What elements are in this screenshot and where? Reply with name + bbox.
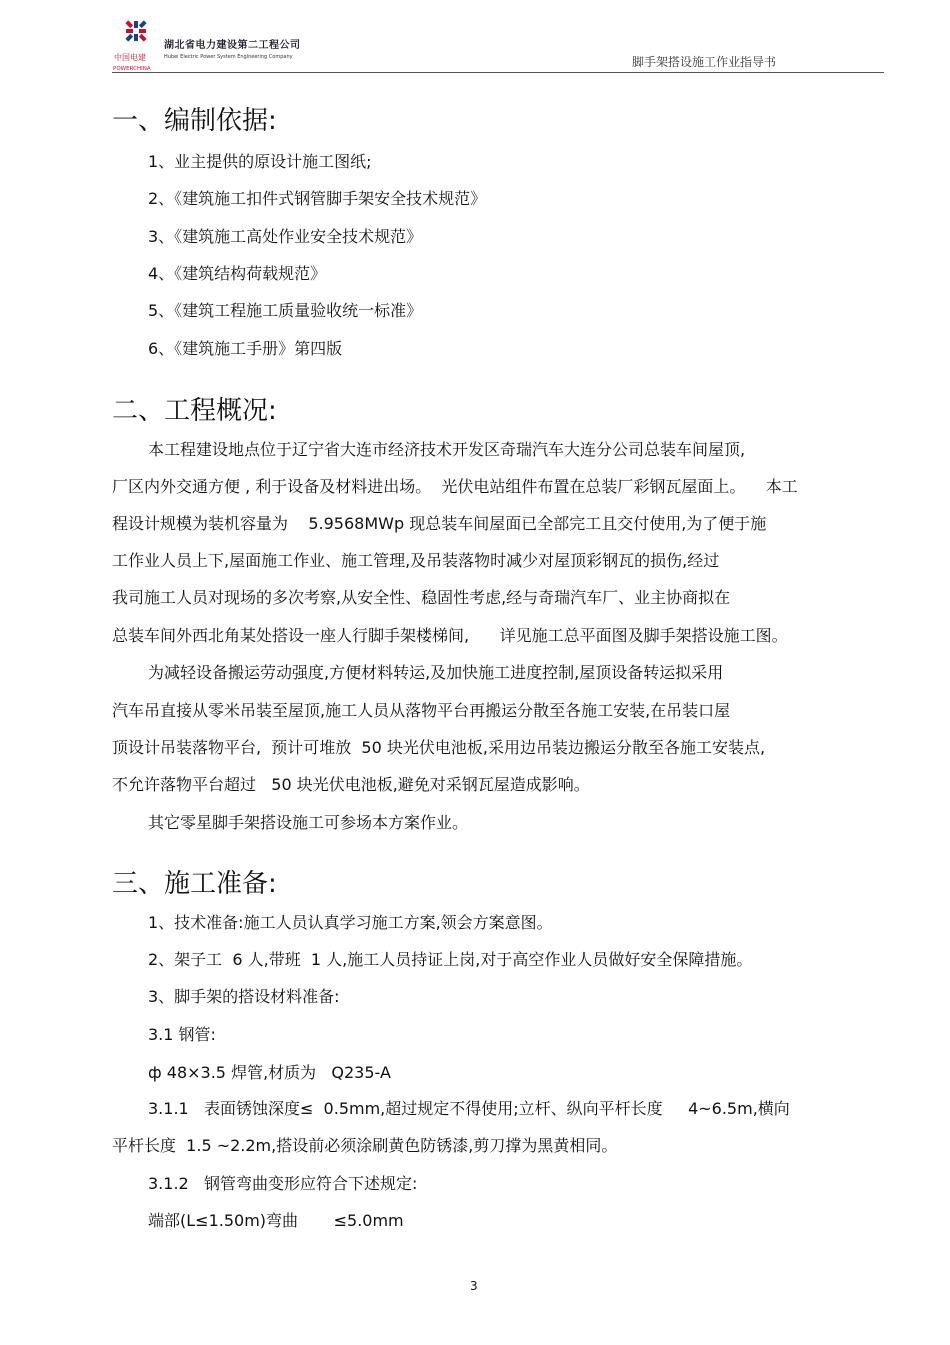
paragraph-line: 1、业主提供的原设计施工图纸; <box>148 152 372 171</box>
company-name <box>164 36 301 60</box>
paragraph-line: 1、技术准备:施工人员认真学习施工方案,领会方案意图。 <box>148 913 553 932</box>
paragraph-line: 程设计规模为装机容量为 5.9568MWp 现总装车间屋面已全部完工且交付使用,为了便于施 <box>112 514 767 533</box>
document-title: 脚手架搭设施工作业指导书 <box>632 55 777 69</box>
page-header <box>0 0 950 80</box>
paragraph-line: 3、脚手架的搭设材料准备: <box>148 987 340 1006</box>
page-number: 3 <box>470 1279 478 1293</box>
paragraph-line: 厂区内外交通方便 , 利于设备及材料进出场。 光伏电站组件布置在总装厂彩钢瓦屋面上。 本工 <box>112 477 798 496</box>
paragraph-line: 总装车间外西北角某处搭设一座人行脚手架楼梯间, 详见施工总平面图及脚手架搭设施工图。 <box>112 626 788 645</box>
paragraph-line: 平杆长度 1.5 ~2.2m,搭设前必须涂刷黄色防锈漆,剪刀撑为黑黄相同。 <box>112 1136 618 1155</box>
company-name-cn: 湖北省电力建设第二工程公司 <box>164 40 301 51</box>
paragraph-line: 3.1.2 钢管弯曲变形应符合下述规定: <box>148 1174 418 1193</box>
section-heading-preparation: 三、施工准备: <box>112 869 277 899</box>
section-heading-overview: 二、工程概况: <box>112 396 277 426</box>
section-heading-basis: 一、编制依据: <box>112 106 277 136</box>
company-name-en: Hubei Electric Power System Engineering Company <box>164 54 293 60</box>
paragraph-line: 2、架子工 6 人,带班 1 人,施工人员持证上岗,对于高空作业人员做好安全保障措施。 <box>148 950 753 969</box>
paragraph-line: 其它零星脚手架搭设施工可参场本方案作业。 <box>148 813 469 832</box>
paragraph-line: 4、《建筑结构荷载规范》 <box>148 264 327 283</box>
paragraph-line: 6、《建筑施工手册》第四版 <box>148 339 343 358</box>
paragraph-line: 本工程建设地点位于辽宁省大连市经济技术开发区奇瑞汽车大连分公司总装车间屋顶, <box>148 440 746 459</box>
paragraph-line: 5、《建筑工程施工质量验收统一标准》 <box>148 301 423 320</box>
paragraph-line: 汽车吊直接从零米吊装至屋顶,施工人员从落物平台再搬运分散至各施工安装,在吊装口屋 <box>112 701 731 720</box>
paragraph-line: 3.1 钢管: <box>148 1025 216 1044</box>
powerchina-logo <box>112 16 162 74</box>
logo-text-cn: 中国电建 <box>114 53 146 62</box>
header-divider <box>112 72 884 73</box>
paragraph-line: 2、《建筑施工扣件式钢管脚手架安全技术规范》 <box>148 189 487 208</box>
paragraph-line: 端部(L≤1.50m)弯曲 ≤5.0mm <box>148 1211 404 1230</box>
paragraph-line: 3.1.1 表面锈蚀深度≤ 0.5mm,超过规定不得使用;立杆、纵向平杆长度 4~6.5m,横向 <box>148 1099 790 1118</box>
paragraph-line: 工作业人员上下,屋面施工作业、施工管理,及吊装落物时减少对屋顶彩钢瓦的损伤,经过 <box>112 551 720 570</box>
paragraph-line: 不允许落物平台超过 50 块光伏电池板,避免对采钢瓦屋造成影响。 <box>112 775 590 794</box>
paragraph-line: 顶设计吊装落物平台, 预计可堆放 50 块光伏电池板,采用边吊装边搬运分散至各施工安装点, <box>112 738 766 757</box>
paragraph-line: 3、《建筑施工高处作业安全技术规范》 <box>148 227 423 246</box>
paragraph-line: ф 48×3.5 焊管,材质为 Q235-A <box>148 1063 391 1082</box>
logo-text-en: POWERCHINA <box>113 66 151 72</box>
paragraph-line: 为减轻设备搬运劳动强度,方便材料转运,及加快施工进度控制,屋顶设备转运拟采用 <box>148 663 724 682</box>
paragraph-line: 我司施工人员对现场的多次考察,从安全性、稳固性考虑,经与奇瑞汽车厂、业主协商拟在 <box>112 588 731 607</box>
